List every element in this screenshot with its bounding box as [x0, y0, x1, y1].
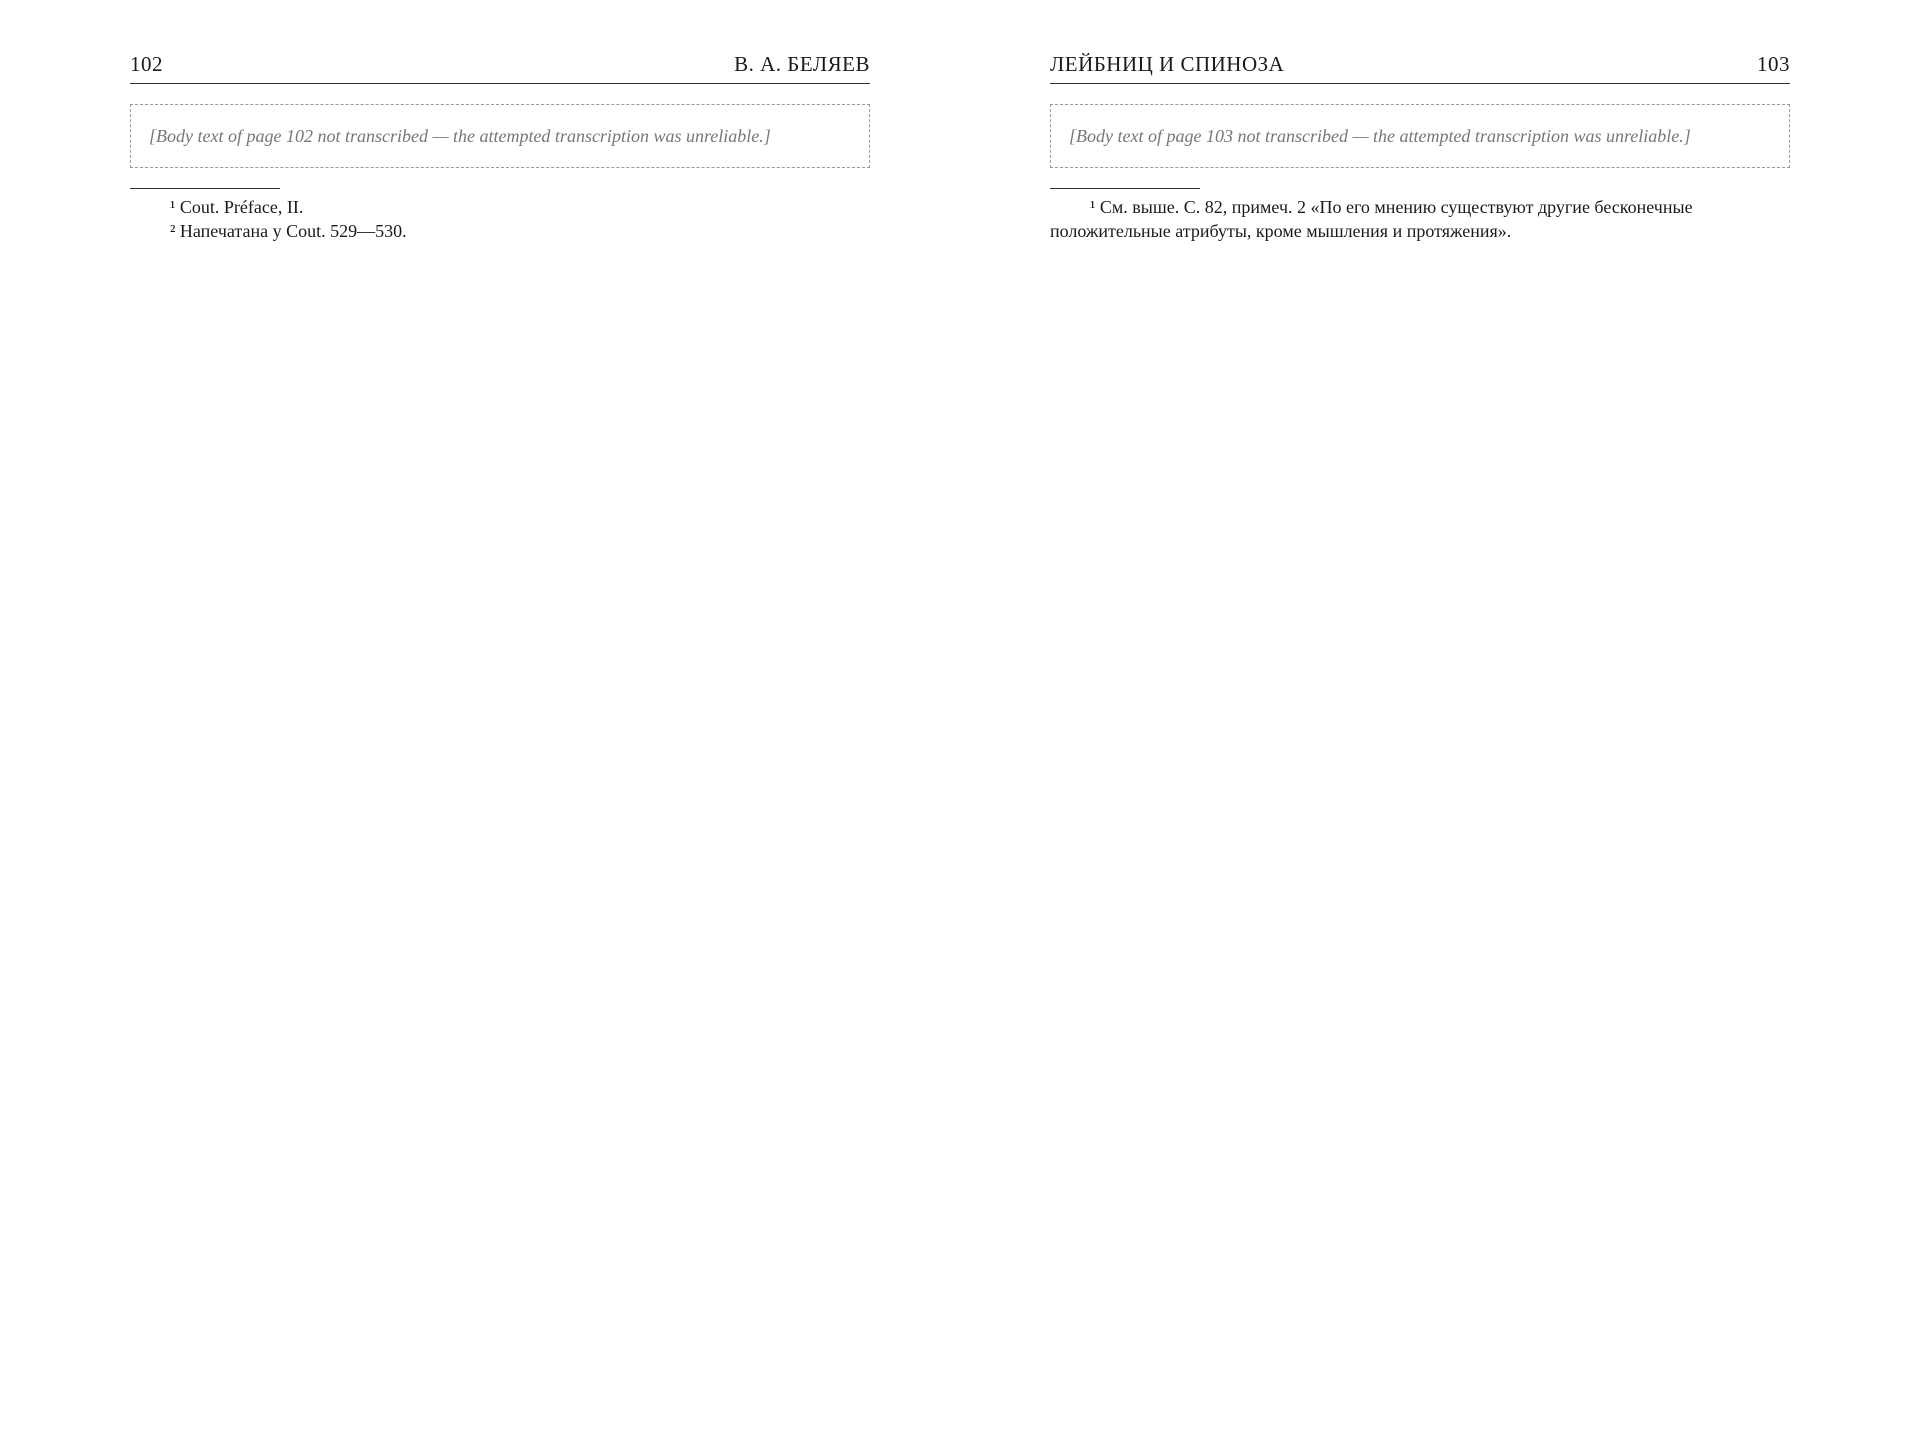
right-page: [1050, 52, 1790, 243]
right-running-head: ЛЕЙБНИЦ И СПИНОЗА: [1050, 52, 1285, 76]
left-footnote-1: ¹ Cout. Préface, II.: [170, 197, 304, 217]
right-page-number: 103: [1757, 52, 1790, 76]
right-page-body: [1050, 104, 1790, 168]
left-page-number: 102: [130, 52, 163, 76]
footnote-rule: [1050, 188, 1200, 189]
left-page-header: [130, 52, 870, 84]
left-footnote-2: ² Напечатана у Cout. 529—530.: [170, 221, 407, 241]
left-page-body: [130, 104, 870, 168]
left-body-placeholder: [Body text of page 102 not transcribed — the attempted transcription was unreliable.]: [130, 104, 870, 168]
left-running-head: В. А. БЕЛЯЕВ: [734, 52, 870, 76]
left-page: [130, 52, 870, 243]
left-footnotes: [130, 188, 870, 243]
right-footnote-1: ¹ См. выше. С. 82, примеч. 2 «По его мнению существуют другие бесконечные положительные атрибуты, кроме мышления и протяжения».: [1050, 197, 1693, 241]
right-footnotes: [1050, 188, 1790, 243]
footnote-rule: [130, 188, 280, 189]
right-body-placeholder: [Body text of page 103 not transcribed — the attempted transcription was unreliable.]: [1050, 104, 1790, 168]
right-page-header: [1050, 52, 1790, 84]
